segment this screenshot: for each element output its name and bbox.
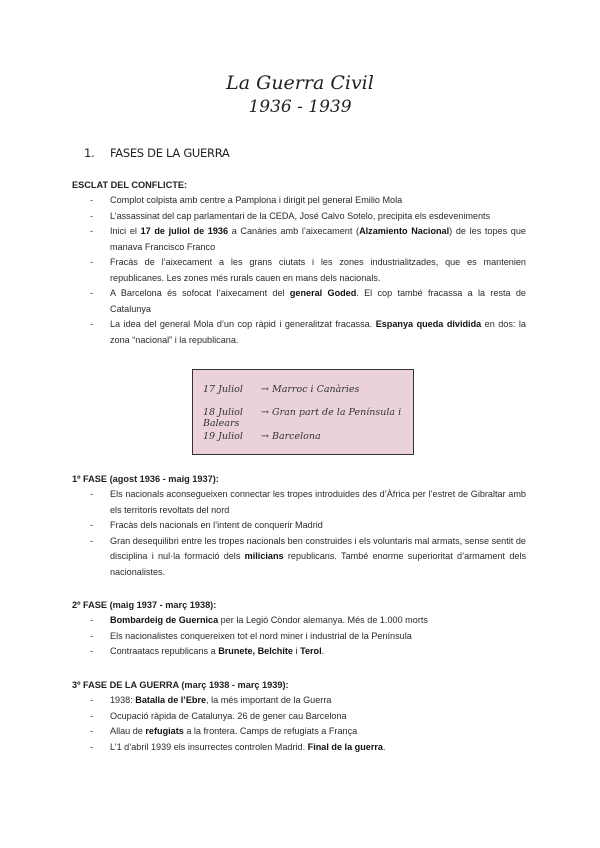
fase1-list	[90, 487, 526, 580]
timeline-date: 19 Juliol	[203, 431, 243, 442]
timeline-place: Marroc i Canàries	[272, 384, 360, 395]
text-run: per la Legió Còndor alemanya. Més de 1.000 morts	[218, 615, 428, 625]
text-run: , la més important de la Guerra	[206, 695, 332, 705]
timeline-place: Barcelona	[272, 431, 321, 442]
timeline-row	[203, 384, 359, 395]
text-run: a la frontera. Camps de refugiats a França	[183, 726, 358, 736]
text-run: en dos: la zona “nacional” i la republicana.	[110, 319, 526, 345]
timeline-row	[203, 407, 413, 429]
timeline-box	[192, 369, 414, 455]
timeline-date: 17 Juliol	[203, 384, 243, 395]
list-item	[90, 193, 526, 209]
page-title: La Guerra Civil	[226, 72, 374, 94]
fase2-list	[90, 613, 526, 660]
arrow-icon: →	[261, 384, 269, 395]
arrow-icon: →	[261, 407, 269, 418]
list-item	[90, 724, 526, 740]
esclat-list	[90, 193, 526, 348]
esclat-heading: ESCLAT DEL CONFLICTE:	[72, 180, 188, 190]
page-subtitle: 1936 - 1939	[248, 97, 352, 117]
section-number: 1.	[84, 146, 95, 160]
timeline-row	[203, 431, 321, 442]
fase3-list	[90, 693, 526, 755]
list-item	[90, 317, 526, 348]
text-run: . El cop també fracassa a la resta de Catalunya	[110, 288, 526, 314]
text-run: ) de les topes que manava Francisco Franco	[110, 226, 526, 252]
bold-text: Brunete, Belchite	[218, 646, 293, 656]
text-run: .	[382, 741, 386, 752]
list-item	[90, 693, 526, 709]
bold-text: general Goded	[289, 288, 357, 298]
text-run: a Canàries amb l’aixecament (	[228, 226, 360, 236]
text-run: Complot colpista amb centre a Pamplona i dirigit pel general Emilio Mola	[110, 195, 403, 205]
list-item	[90, 644, 526, 660]
bold-text: Final de la guerra	[307, 741, 383, 752]
timeline-date: 18 Juliol	[203, 407, 243, 418]
text-run: L’assassinat del cap parlamentari de la CEDA, José Calvo Sotelo, precipita els esdeveniments	[110, 210, 491, 221]
list-item	[90, 518, 526, 534]
list-item	[90, 224, 526, 255]
fase2-heading: 2º FASE (maig 1937 - març 1938):	[72, 600, 217, 610]
list-item	[90, 629, 526, 645]
list-item	[90, 613, 526, 629]
text-run: Els nacionals aconsegueixen connectar les tropes introduides des d’Àfrica per l’estret de Gibraltar amb els territoris revoltats del nord	[110, 489, 526, 515]
text-run: republicans. També enorme superioritat d’armament dels nacionalistes.	[110, 551, 526, 577]
bold-text: refugiats	[145, 726, 184, 736]
text-run: Allau de	[110, 726, 146, 736]
fase1-heading: 1º FASE (agost 1936 - maig 1937):	[72, 474, 219, 484]
text-run: Els nacionalistes conquereixen tot el nord miner i industrial de la Península	[110, 630, 412, 641]
bold-text: Terol	[300, 646, 322, 656]
text-run: 1938:	[110, 695, 136, 705]
section-title: FASES DE LA GUERRA	[110, 146, 230, 160]
text-run: L’1 d’abril 1939 els insurrectes controlen Madrid.	[110, 741, 308, 752]
text-run: Inici el	[110, 226, 141, 236]
text-run: Ocupació ràpida de Catalunya. 26 de gener cau Barcelona	[110, 710, 347, 721]
bold-text: Batalla de l’Ebre	[135, 695, 207, 705]
text-run: A Barcelona és sofocat l’aixecament del	[110, 288, 290, 298]
text-run: Fracàs de l’aixecament a les grans ciutats i les zones industrialitzades, que es mantenien republicanes. Les zones més rurals cauen en mans dels nacionals.	[110, 257, 526, 283]
bold-text: Bombardeig de Guernica	[110, 615, 219, 625]
list-item	[90, 209, 526, 225]
text-run: Gran desequilibri entre les tropes nacionals ben construides i els voluntaris mal armats, sense sentit de disciplina i nul·la formació dels	[110, 535, 526, 561]
text-run: .	[321, 646, 325, 656]
bold-text: milicians	[244, 551, 284, 561]
text-run: i	[292, 646, 301, 656]
text-run: La idea del general Mola d’un cop ràpid i generalitzat fracassa.	[110, 319, 376, 329]
section-heading	[84, 146, 230, 160]
text-run: Fracàs dels nacionals en l’intent de conquerir Madrid	[110, 520, 323, 530]
list-item	[90, 487, 526, 518]
text-run: Contraatacs republicans a	[110, 646, 219, 656]
list-item	[90, 255, 526, 286]
bold-text: Espanya queda dividida	[375, 319, 482, 329]
bold-text: 17 de juliol de 1936	[140, 226, 229, 236]
fase3-heading: 3º FASE DE LA GUERRA (març 1938 - març 1939):	[72, 680, 289, 690]
bold-text: Alzamiento Nacional	[359, 226, 450, 236]
list-item	[90, 709, 526, 725]
list-item	[90, 740, 526, 756]
timeline-place: Gran part de la Península i Balears	[203, 407, 402, 429]
list-item	[90, 286, 526, 317]
list-item	[90, 534, 526, 581]
arrow-icon: →	[261, 431, 269, 442]
